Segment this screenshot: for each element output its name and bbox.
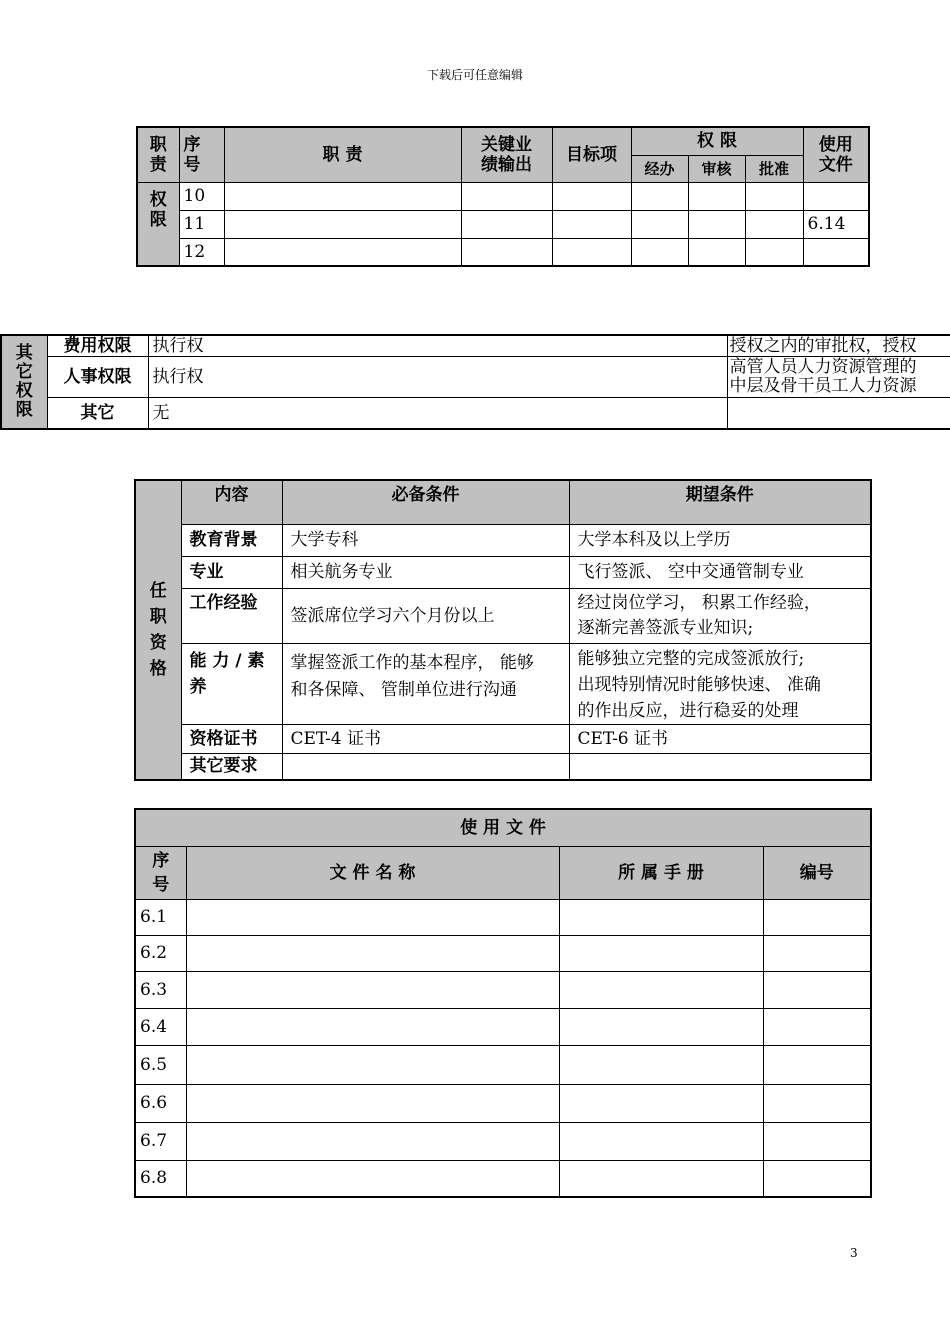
- table-row: [135, 524, 871, 556]
- seq-cell: 6.1: [135, 899, 186, 935]
- duty-side-header: 职 责: [137, 127, 179, 182]
- row-label: 教育背景: [181, 524, 282, 556]
- doc-name-header: 文 件 名 称: [186, 846, 559, 899]
- authority-header: 权 限: [631, 127, 803, 155]
- row-label: 能 力 / 素 养: [181, 643, 282, 724]
- row-note: 授权之内的审批权，授权: [727, 335, 950, 357]
- number-header: 编号: [763, 846, 871, 899]
- expected-cell: 飞行签派、 空中交通管制专业: [569, 556, 871, 588]
- authority-side-label: 权 限: [137, 182, 179, 238]
- seq-cell: 11: [179, 210, 224, 238]
- row-label: 资格证书: [181, 724, 282, 753]
- kpi-header: 关键业 绩输出: [461, 127, 552, 182]
- content-header: 内容: [181, 480, 282, 524]
- required-cell: 相关航务专业: [282, 556, 569, 588]
- table-row: [135, 935, 871, 971]
- other-authority-side: 其 它 权 限: [1, 335, 47, 429]
- target-header: 目标项: [552, 127, 631, 182]
- table-row: [135, 724, 871, 753]
- required-header: 必备条件: [282, 480, 569, 524]
- expected-cell: [569, 753, 871, 780]
- table-row: [135, 1122, 871, 1160]
- documents-table: [134, 808, 872, 1198]
- qualification-table: [134, 479, 872, 781]
- seq-header: 序 号: [135, 846, 186, 899]
- row-value: 执行权: [148, 335, 727, 357]
- required-cell: 签派席位学习六个月份以上: [282, 588, 569, 643]
- table-row: [1, 335, 950, 357]
- row-label: 其它要求: [181, 753, 282, 780]
- pizhun-header: 批准: [745, 155, 803, 182]
- doc-cell: [803, 238, 869, 266]
- row-label: 专业: [181, 556, 282, 588]
- table-row: [135, 899, 871, 935]
- expected-cell: CET-6 证书: [569, 724, 871, 753]
- row-label: 工作经验: [181, 588, 282, 643]
- table-row: [137, 238, 869, 266]
- manual-header: 所 属 手 册: [559, 846, 763, 899]
- table-row: [135, 1084, 871, 1122]
- shenhe-header: 审核: [688, 155, 745, 182]
- seq-cell: 6.5: [135, 1045, 186, 1084]
- row-label: 其它: [47, 398, 148, 429]
- seq-header: 序 号: [179, 127, 224, 182]
- doc-cell: 6.14: [803, 210, 869, 238]
- docs-header: 使用 文件: [803, 127, 869, 182]
- duty-authority-table: [136, 126, 870, 267]
- table-row: [135, 556, 871, 588]
- documents-title: 使 用 文 件: [135, 809, 871, 846]
- other-authority-table: [0, 334, 950, 430]
- expected-cell: 能够独立完整的完成签派放行; 出现特别情况时能够快速、 准确 的作出反应，进行稳妥的处理: [569, 643, 871, 724]
- seq-cell: 6.6: [135, 1084, 186, 1122]
- jingban-header: 经办: [631, 155, 688, 182]
- required-cell: [282, 753, 569, 780]
- expected-cell: 大学本科及以上学历: [569, 524, 871, 556]
- table-row: [135, 971, 871, 1008]
- table-row: [135, 1160, 871, 1197]
- header-note: 下载后可任意编辑: [426, 68, 523, 82]
- required-cell: 掌握签派工作的基本程序， 能够 和各保障、 管制单位进行沟通: [282, 643, 569, 724]
- row-label: 人事权限: [47, 357, 148, 398]
- row-label: 费用权限: [47, 335, 148, 357]
- doc-cell: [803, 182, 869, 210]
- expected-cell: 经过岗位学习， 积累工作经验， 逐渐完善签派专业知识;: [569, 588, 871, 643]
- seq-cell: 12: [179, 238, 224, 266]
- duty-header: 职 责: [224, 127, 461, 182]
- page-number: 3: [850, 1246, 858, 1260]
- table-row: [135, 1045, 871, 1084]
- qualification-side: 任 职 资 格: [135, 480, 181, 780]
- row-value: 执行权: [148, 357, 727, 398]
- table-row: [137, 182, 869, 210]
- table-row: [135, 753, 871, 780]
- seq-cell: 10: [179, 182, 224, 210]
- row-value: 无: [148, 398, 727, 429]
- table-row: [1, 357, 950, 398]
- required-cell: CET-4 证书: [282, 724, 569, 753]
- seq-cell: 6.7: [135, 1122, 186, 1160]
- table-row: [1, 398, 950, 429]
- expected-header: 期望条件: [569, 480, 871, 524]
- table-row: [135, 643, 871, 724]
- seq-cell: 6.4: [135, 1008, 186, 1045]
- seq-cell: 6.3: [135, 971, 186, 1008]
- table-row: [137, 210, 869, 238]
- seq-cell: 6.2: [135, 935, 186, 971]
- seq-cell: 6.8: [135, 1160, 186, 1197]
- table-row: [135, 1008, 871, 1045]
- required-cell: 大学专科: [282, 524, 569, 556]
- row-note: [727, 398, 950, 429]
- row-note: 高管人员人力资源管理的 中层及骨干员工人力资源: [727, 357, 950, 398]
- table-row: [135, 588, 871, 643]
